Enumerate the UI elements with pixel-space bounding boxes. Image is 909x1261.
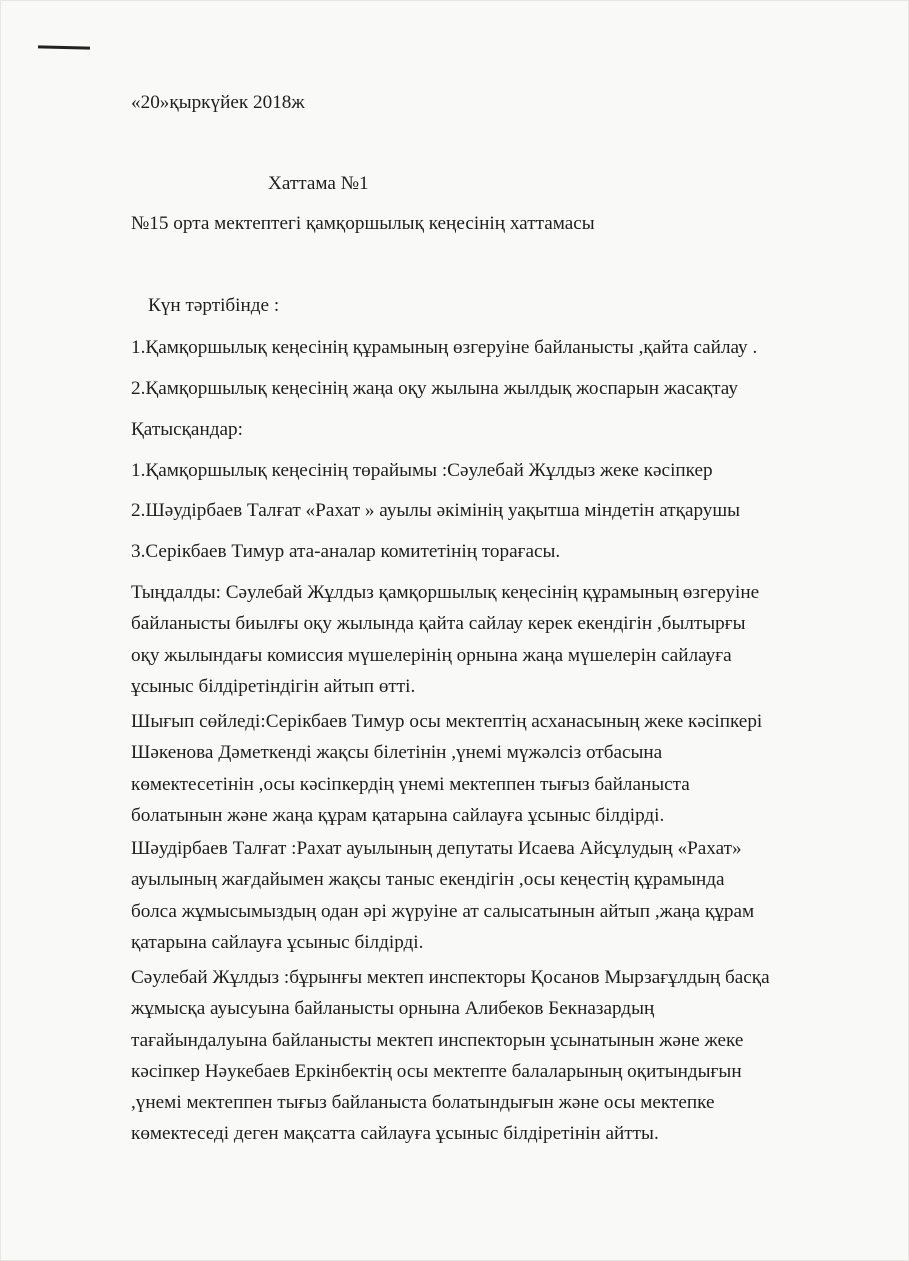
paragraph-line: оқу жылындағы комиссия мүшелерінің орнына жаңа мүшелерін сайлауға	[131, 644, 732, 666]
paragraph-heard	[131, 577, 836, 702]
paragraph-line: көмектесетінін ,осы кәсіпкердің үнемі мектеппен тығыз байланыста	[131, 773, 690, 795]
paragraph-line: кәсіпкер Нәукебаев Еркінбектің осы мектепте балаларының оқитындығын	[131, 1060, 742, 1082]
paragraph-line: Шәкенова Дәметкенді жақсы білетінін ,үнемі мүжәлсіз отбасына	[131, 742, 663, 764]
paragraph-line: Тыңдалды: Сәулебай Жұлдыз қамқоршылық кеңесінің құрамының өзгеруіне	[131, 582, 760, 603]
paragraph-line: тағайындалуына байланысты мектеп инспекторын ұсынатынын және жеке	[131, 1029, 744, 1051]
paragraph-line: Шығып сөйледі:Серікбаев Тимур осы мектептің асханасының жеке кәсіпкері	[131, 711, 763, 732]
participants-heading: Қатысқандар:	[131, 419, 243, 440]
agenda-item: 1.Қамқоршылық кеңесінің құрамының өзгеруіне байланысты ,қайта сайлау .	[131, 337, 758, 358]
paragraph-spoke-1	[131, 706, 836, 831]
pen-mark	[38, 45, 90, 49]
protocol-number: Хаттама №1	[268, 173, 369, 194]
paragraph-line: ұсыныс білдіретіндігін айтып өтті.	[131, 675, 416, 697]
agenda-heading: Күн тәртібінде :	[148, 295, 280, 316]
agenda-item: 2.Қамқоршылық кеңесінің жаңа оқу жылына жылдық жоспарын жасақтау	[131, 378, 738, 399]
paragraph-line: жұмысқа ауысуына байланысты орнына Алибеков Бекназардың	[131, 998, 655, 1020]
paragraph-line: Шәудірбаев Талғат :Рахат ауылының депутаты Исаева Айсұлудың «Рахат»	[131, 838, 742, 859]
paragraph-line: қатарына сайлауға ұсыныс білдірді.	[131, 931, 424, 953]
paragraph-spoke-3	[131, 962, 836, 1150]
document-date: «20»қыркүйек 2018ж	[131, 92, 305, 113]
paragraph-line: болатынын және жаңа құрам қатарына сайлауға ұсыныс білдірді.	[131, 804, 665, 826]
participant-item: 3.Серікбаев Тимур ата-аналар комитетінің торағасы.	[131, 541, 561, 562]
paragraph-spoke-2	[131, 833, 836, 958]
document-subtitle: №15 орта мектептегі қамқоршылық кеңесінің хаттамасы	[131, 213, 595, 234]
paragraph-line: ауылының жағдайымен жақсы таныс екендігін ,осы кеңестің құрамында	[131, 869, 725, 891]
paragraph-line: байланысты биылғы оқу жылында қайта сайлау керек екендігін ,былтырғы	[131, 613, 746, 635]
paragraph-line: болса жұмысымыздың одан әрі жүруіне ат салысатынын айтып ,жаңа құрам	[131, 900, 755, 922]
paragraph-line: Сәулебай Жұлдыз :бұрынғы мектеп инспекторы Қосанов Мырзағұлдың басқа	[131, 967, 770, 988]
paragraph-line: көмектеседі деген мақсатта сайлауға ұсыныс білдіретінін айтты.	[131, 1123, 659, 1145]
participant-item: 2.Шәудірбаев Талғат «Рахат » ауылы әкімінің уақытша міндетін атқарушы	[131, 500, 741, 521]
participant-item: 1.Қамқоршылық кеңесінің төрайымы :Сәулебай Жұлдыз жеке кәсіпкер	[131, 460, 713, 481]
paragraph-line: ,үнемі мектеппен тығыз байланыста болатындығын және осы мектепке	[131, 1092, 715, 1114]
